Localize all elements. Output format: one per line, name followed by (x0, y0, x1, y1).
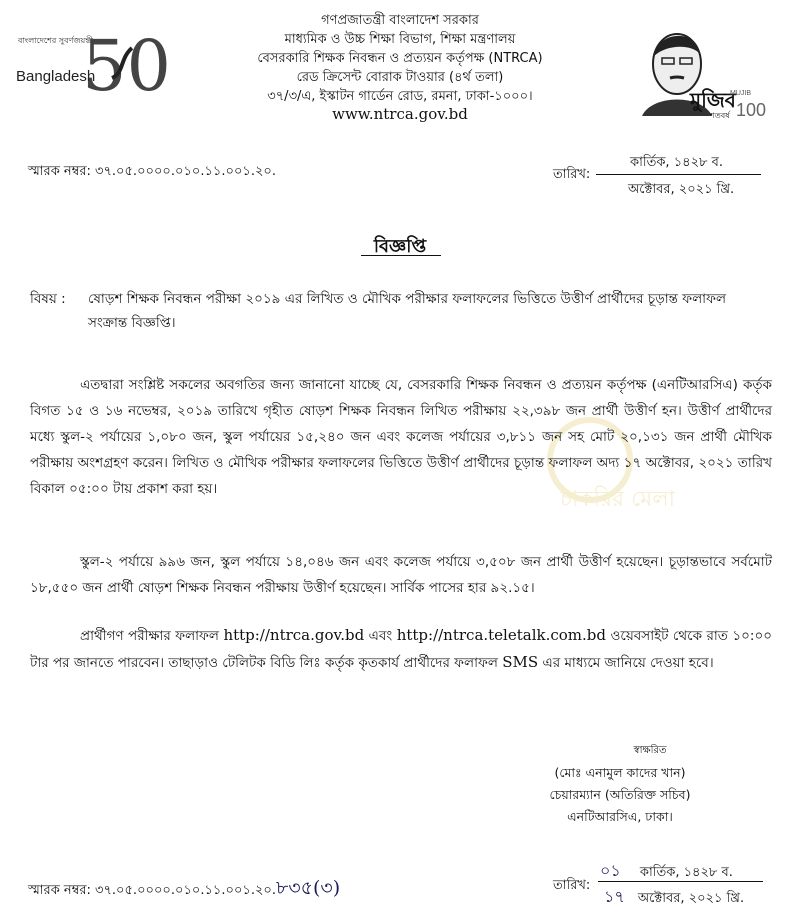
hand-day-bangla: ০১ (600, 861, 621, 880)
notice-title: বিজ্ঞপ্তি (373, 236, 427, 257)
header-line-4: রেড ক্রিসেন্ট বোরাক টাওয়ার (৪র্থ তলা) (296, 70, 504, 85)
date-bangla-bottom-text: কার্তিক, ১৪২৮ ব. (639, 865, 733, 880)
header-line-1: গণপ্রজাতন্ত্রী বাংলাদেশ সরকার (321, 13, 479, 28)
paragraph-2: স্কুল-২ পর্যায়ে ৯৯৬ জন, স্কুল পর্যায়ে ১৪,০৪৬ জন এবং কলেজ পর্যায়ে ৩,৫০৮ জন প্রার্থী উত্তীর্ণ হয়েছেন। চূড়ান্তভাবে সর্বমোট ১৮,৫৫০ জন প্রার্থী ষোড়শ শিক্ষক নিবন্ধন পরীক্ষায় উত্তীর্ণ হয়েছেন। সার্বিক পাসের হার ৯২.১৫। (30, 554, 772, 596)
memo-number-bottom-text: স্মারক নম্বর: ৩৭.০৫.০০০০.০১০.১১.০০১.২০. (28, 883, 276, 898)
golden-jubilee-icon (12, 18, 172, 108)
date-divider (596, 174, 761, 175)
subject-label: বিষয় : (30, 291, 66, 307)
hand-day-english: ১৭ (604, 887, 625, 906)
paragraph-3-part-b: এবং (368, 628, 393, 644)
header-line-2: মাধ্যমিক ও উচ্চ শিক্ষা বিভাগ, শিক্ষা মন্ত্রণালয় (284, 32, 516, 47)
memo-number-bottom (28, 874, 340, 906)
memo-number-handwritten: ৮৩৫(৩) (276, 877, 341, 899)
bangladesh-50-logo (12, 18, 172, 108)
date-english-bottom-text: অক্টোবর, ২০২১ খ্রি. (637, 891, 745, 906)
ntrca-link[interactable]: http://ntrca.gov.bd (223, 626, 365, 644)
signed-label: স্বাক্ষরিত (633, 745, 667, 756)
sms-text: SMS (502, 653, 539, 671)
signatory-name: (মোঃ এনামুল কাদের খান) (554, 765, 686, 780)
paragraph-3-part-a: প্রার্থীগণ পরীক্ষার ফলাফল (80, 628, 219, 644)
paragraph-3-part-d: এর মাধ্যমে জানিয়ে দেওয়া হবে। (542, 655, 714, 671)
header-website: www.ntrca.gov.bd (332, 105, 468, 123)
signatory-office: এনটিআরসিএ, ঢাকা। (567, 809, 673, 824)
memo-number: স্মারক নম্বর: ৩৭.০৫.০০০০.০১০.১১.০০১.২০. (28, 164, 276, 179)
date-label: তারিখ: (553, 167, 591, 182)
date-english: অক্টোবর, ২০২১ খ্রি. (628, 182, 735, 197)
mujib-100-logo (632, 16, 767, 126)
date-divider-bottom (598, 881, 763, 882)
date-label-bottom: তারিখ: (553, 878, 591, 893)
mujib-text: মুজিব (690, 88, 736, 112)
logo-small-text: বাংলাদেশের সুবর্ণজয়ন্তী (18, 36, 94, 45)
paragraph-3 (30, 622, 772, 676)
signatory-designation: চেয়ারম্যান (অতিরিক্ত সচিব) (549, 787, 691, 802)
subject-text: ষোড়শ শিক্ষক নিবন্ধন পরীক্ষা ২০১৯ এর লিখিত ও মৌখিক পরীক্ষার ফলাফলের ভিত্তিতে উত্তীর্ণ প্রার্থীদের চূড়ান্ত ফলাফল সংক্রান্ত বিজ্ঞপ্তি। (88, 291, 727, 331)
mujib-side-text: MUJIB (730, 90, 751, 97)
date-english-bottom (604, 884, 744, 911)
logo-number: 50 (82, 25, 172, 107)
paragraph-1: এতদ্বারা সংশ্লিষ্ট সকলের অবগতির জন্য জানানো যাচ্ছে যে, বেসরকারি শিক্ষক নিবন্ধন ও প্রত্যয়ন কর্তৃপক্ষ (এনটিআরসিএ) কর্তৃক বিগত ১৫ ও ১৬ নভেম্বর, ২০১৯ তারিখে গৃহীত ষোড়শ শিক্ষক নিবন্ধন লিখিত পরীক্ষায় ২২,৩৯৮ জন প্রার্থী উত্তীর্ণ হন। উত্তীর্ণ প্রার্থীদের মধ্যে স্কুল-২ পর্যায়ের ১,০৮০ জন, স্কুল পর্যায়ের ১৫,২৪০ জন এবং কলেজ পর্যায়ের ৩,৮১১ জন সহ মোট ২০,১৩১ জন প্রার্থী মৌখিক পরীক্ষায় অংশগ্রহণ করেন। লিখিত ও মৌখিক পরীক্ষার ফলাফলের ভিত্তিতে উত্তীর্ণ প্রার্থীদের চূড়ান্ত ফলাফল অদ্য ১৭ অক্টোবর, ২০২১ তারিখ বিকাল ০৫:০০ টায় প্রকাশ করা হয়। (30, 377, 772, 497)
date-bangla: কার্তিক, ১৪২৮ ব. (630, 155, 723, 170)
header-line-3: বেসরকারি শিক্ষক নিবন্ধন ও প্রত্যয়ন কর্তৃপক্ষ (NTRCA) (257, 51, 543, 66)
header-line-5: ৩৭/৩/এ, ইস্কাটন গার্ডেন রোড, রমনা, ঢাকা-১০০০। (267, 89, 533, 104)
paragraph-3-part-c: ওয়েবসাইট থেকে রাত ১০:০০ টার পর জানতে পারবেন। তাছাড়াও টেলিটক বিডি লিঃ কর্তৃক কৃতকার্য প্রার্থীদের ফলাফল (30, 628, 773, 671)
mujib-subtext: শতবর্ষ (710, 111, 730, 120)
signature-block (500, 740, 740, 828)
watermark-text: চাকরির মেলা (560, 487, 676, 512)
title-underline (361, 255, 441, 256)
logo-caption: Bangladesh (16, 68, 96, 85)
mujib-number: 100 (736, 100, 767, 120)
teletalk-link[interactable]: http://ntrca.teletalk.com.bd (396, 626, 606, 644)
